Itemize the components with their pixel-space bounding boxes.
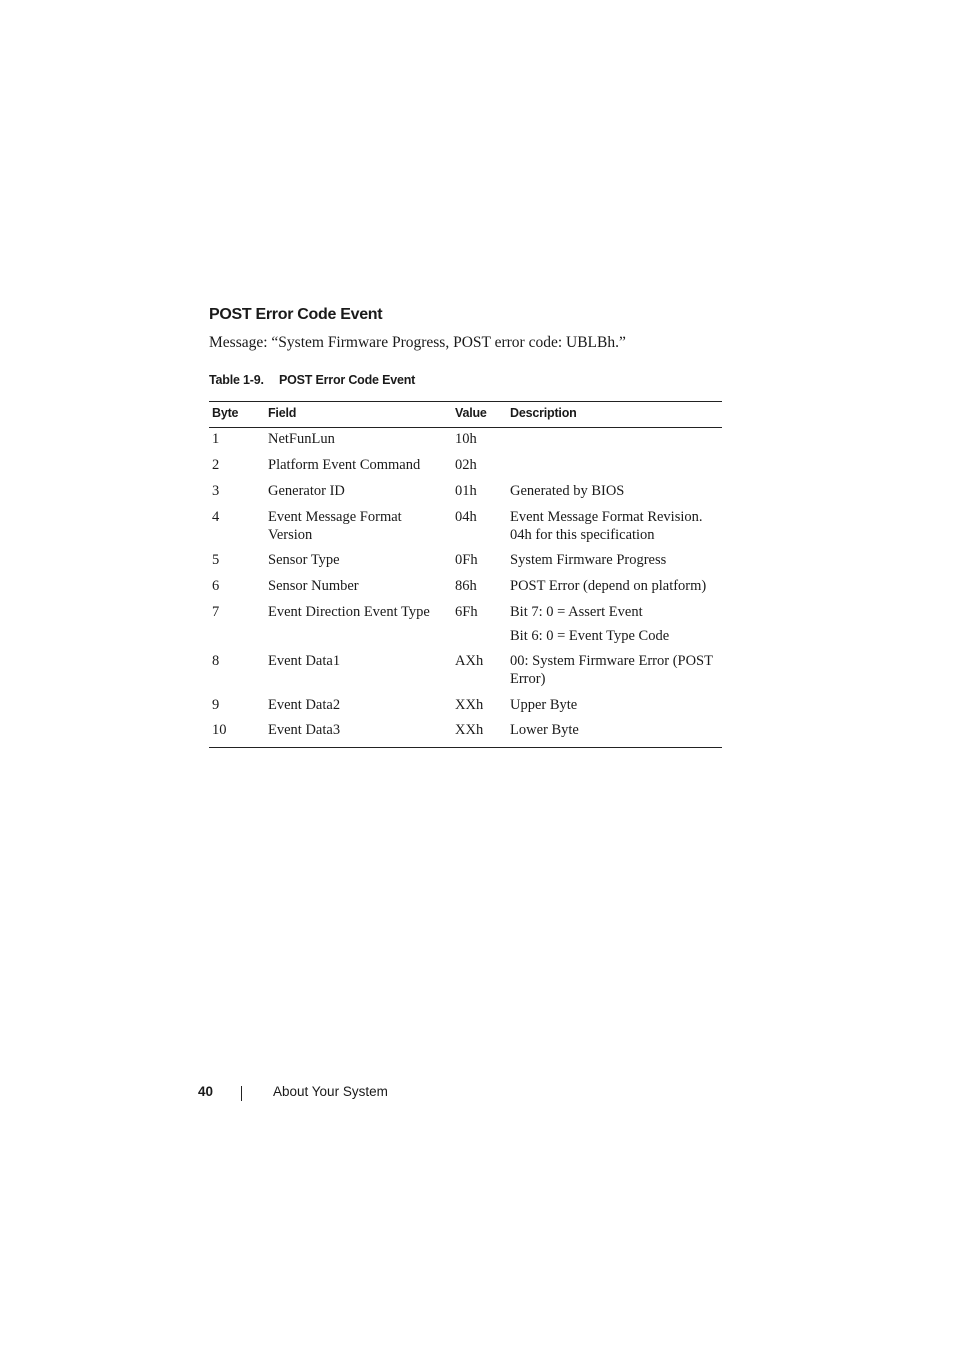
cell-field: Event Message Format Version [268, 509, 402, 543]
cell-value: 86h [455, 578, 477, 594]
cell-field: Sensor Number [268, 578, 359, 594]
table-row [209, 549, 722, 575]
cell-field: Event Data2 [268, 697, 341, 713]
cell-field: Event Data1 [268, 653, 341, 669]
cell-byte: 1 [212, 431, 220, 447]
post-error-code-table [209, 401, 722, 748]
cell-field: Sensor Type [268, 552, 340, 568]
cell-value: 6Fh [455, 604, 478, 620]
table-row [209, 454, 722, 480]
cell-value: AXh [455, 653, 484, 669]
table-caption-number: Table 1-9. [209, 373, 264, 387]
header-description: Description [510, 406, 577, 420]
cell-field: Event Data3 [268, 722, 341, 738]
cell-field: Platform Event Command [268, 457, 421, 473]
table-row [209, 506, 722, 549]
footer-separator [241, 1086, 242, 1101]
cell-value: 01h [455, 483, 477, 499]
cell-value: 10h [455, 431, 477, 447]
cell-value: XXh [455, 722, 484, 738]
header-field: Field [268, 406, 297, 420]
cell-value: 0Fh [455, 552, 478, 568]
cell-description: Event Message Format Revision. 04h for this specification [510, 509, 703, 543]
cell-description: 00: System Firmware Error (POST Error) [510, 653, 713, 687]
table-header-row [209, 402, 722, 428]
cell-byte: 9 [212, 697, 220, 713]
cell-byte: 5 [212, 552, 220, 568]
cell-value: 02h [455, 457, 477, 473]
table-row [209, 650, 722, 694]
section-title: POST Error Code Event [209, 306, 383, 323]
cell-byte: 6 [212, 578, 220, 594]
cell-description: System Firmware Progress [510, 552, 667, 568]
cell-byte: 8 [212, 653, 220, 669]
cell-field: Generator ID [268, 483, 345, 499]
page-number: 40 [198, 1084, 214, 1099]
chapter-title: About Your System [273, 1084, 388, 1099]
header-byte: Byte [212, 406, 239, 420]
table-row [209, 719, 722, 747]
cell-field: NetFunLun [268, 431, 335, 447]
cell-description [510, 456, 722, 462]
table-row [209, 694, 722, 719]
table-caption-title: POST Error Code Event [279, 373, 416, 387]
cell-description: Lower Byte [510, 722, 579, 738]
event-message: Message: “System Firmware Progress, POST error code: UBLBh.” [209, 334, 626, 351]
cell-byte: 3 [212, 483, 220, 499]
cell-value: XXh [455, 697, 484, 713]
cell-byte: 2 [212, 457, 220, 473]
cell-description: POST Error (depend on platform) [510, 578, 707, 594]
cell-description [510, 430, 722, 436]
cell-description: Bit 7: 0 = Assert Event Bit 6: 0 = Event Type Code [510, 604, 670, 644]
table-row [209, 480, 722, 506]
table-row [209, 428, 722, 454]
table-row [209, 601, 722, 650]
table-caption [209, 373, 415, 387]
cell-byte: 7 [212, 604, 220, 620]
cell-byte: 4 [212, 509, 220, 525]
cell-description: Upper Byte [510, 697, 578, 713]
cell-value: 04h [455, 509, 477, 525]
cell-description: Generated by BIOS [510, 483, 625, 499]
header-value: Value [455, 406, 487, 420]
cell-byte: 10 [212, 722, 227, 738]
cell-field: Event Direction Event Type [268, 604, 430, 620]
table-row [209, 575, 722, 601]
